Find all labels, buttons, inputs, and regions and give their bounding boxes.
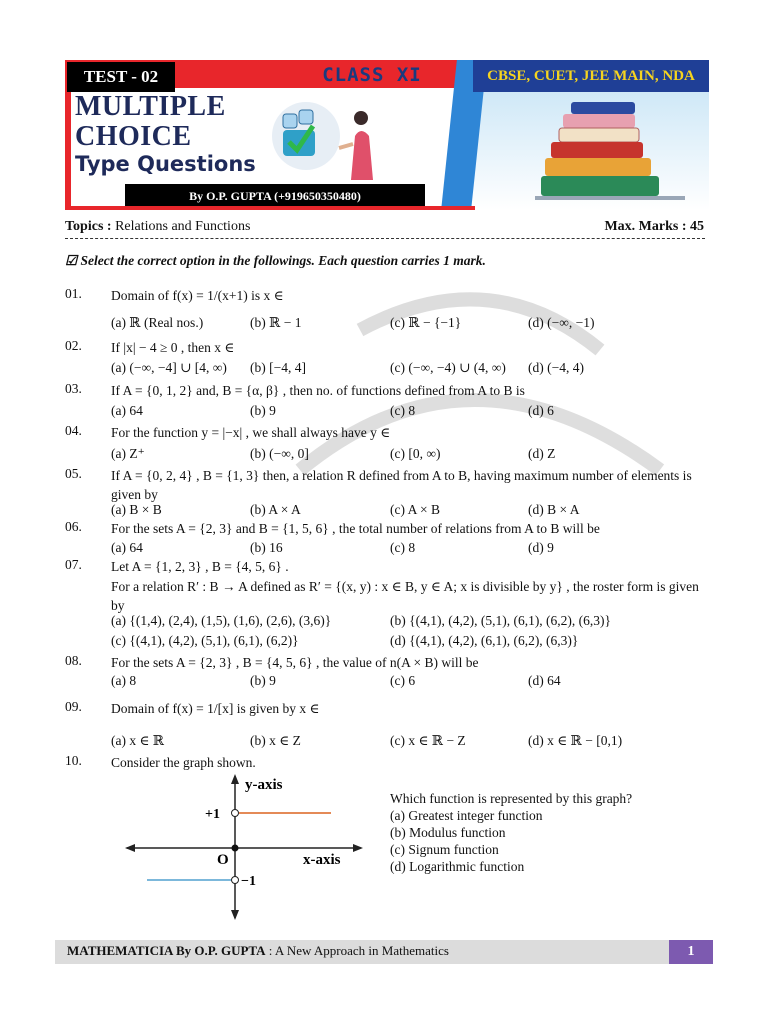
question-text: For the sets A = {2, 3} and B = {1, 5, 6} , the total number of relations from A to B will be <box>111 521 600 536</box>
option-d[interactable]: (d) Z <box>528 446 556 461</box>
option-b[interactable]: (b) [−4, 4] <box>250 360 306 375</box>
question-number: 01. <box>65 286 82 301</box>
option-d[interactable]: (d) {(4,1), (4,2), (6,1), (6,2), (6,3)} <box>390 633 579 648</box>
option-c[interactable]: (c) 6 <box>390 673 416 688</box>
signum-graph <box>125 772 365 922</box>
topics-label: Topics : <box>65 219 112 234</box>
option-b[interactable]: (b) {(4,1), (4,2), (5,1), (6,1), (6,2), (6,3)} <box>390 613 612 628</box>
question-text-2: For a relation R′ : B → A defined as R′ = {(x, y) : x ∈ B, y ∈ A; x is divisible by y} , the roster form is given by <box>111 579 699 613</box>
exams-tag: CBSE, CUET, JEE MAIN, NDA <box>487 67 695 84</box>
y-axis-arrow-down-icon <box>231 910 239 920</box>
option-d[interactable]: (d) Logarithmic function <box>390 859 525 874</box>
quiz-illustration-icon <box>261 96 391 182</box>
option-a[interactable]: (a) x ∈ ℝ <box>111 733 165 748</box>
minus-one-label: −1 <box>241 874 256 889</box>
option-d[interactable]: (d) x ∈ ℝ − [0,1) <box>528 733 623 748</box>
option-b[interactable]: (b) ℝ − 1 <box>250 315 302 330</box>
question-text: Domain of f(x) = 1/[x] is given by x ∈ <box>111 701 320 716</box>
x-axis-arrow-icon <box>353 844 363 852</box>
question-number: 09. <box>65 699 82 714</box>
max-marks: Max. Marks : 45 <box>604 219 704 234</box>
question-number: 08. <box>65 653 82 668</box>
title-line-2: CHOICE <box>75 121 192 152</box>
option-a[interactable]: (a) B × B <box>111 502 162 517</box>
question-text: Domain of f(x) = 1/(x+1) is x ∈ <box>111 288 284 303</box>
option-a[interactable]: (a) 8 <box>111 673 137 688</box>
instruction-text: ☑ Select the correct option in the followings. Each question carries 1 mark. <box>65 253 486 268</box>
closed-point-origin <box>232 845 239 852</box>
option-b[interactable]: (b) A × A <box>250 502 301 517</box>
page-number: 1 <box>669 940 713 964</box>
option-a[interactable]: (a) ℝ (Real nos.) <box>111 315 204 330</box>
books-stack-icon <box>535 90 685 208</box>
option-d[interactable]: (d) (−∞, −1) <box>528 315 595 330</box>
question-text: If |x| − 4 ≥ 0 , then x ∈ <box>111 340 235 355</box>
q10-side-block <box>390 790 632 875</box>
y-axis-arrow-icon <box>231 774 239 784</box>
open-point-lower <box>232 877 239 884</box>
question-text: Let A = {1, 2, 3} , B = {4, 5, 6} . <box>111 559 289 574</box>
option-a[interactable]: (a) 64 <box>111 540 143 555</box>
option-a[interactable]: (a) {(1,4), (2,4), (1,5), (1,6), (2,6), (3,6)} <box>111 613 332 628</box>
page-footer <box>55 940 713 964</box>
question-number: 04. <box>65 423 82 438</box>
option-d[interactable]: (d) 64 <box>528 673 561 688</box>
question-text: If A = {0, 2, 4} , B = {1, 3} then, a relation R defined from A to B, having maximum number of elements is given by <box>111 468 692 502</box>
banner-title <box>75 92 226 152</box>
option-d[interactable]: (d) 9 <box>528 540 554 555</box>
origin-label: O <box>217 852 229 868</box>
option-c[interactable]: (c) A × B <box>390 502 440 517</box>
option-a[interactable]: (a) Z⁺ <box>111 446 145 461</box>
option-d[interactable]: (d) (−4, 4) <box>528 360 584 375</box>
question-number: 02. <box>65 338 82 353</box>
title-line-1: MULTIPLE <box>75 91 226 122</box>
footer-brand: MATHEMATICIA By O.P. GUPTA <box>67 943 266 958</box>
topics-value: Relations and Functions <box>115 219 251 234</box>
dashed-divider <box>65 238 705 239</box>
y-axis-label: y-axis <box>245 777 283 793</box>
question-text: For the function y = |−x| , we shall always have y ∈ <box>111 425 391 440</box>
question-number: 05. <box>65 466 82 481</box>
x-axis-label: x-axis <box>303 852 341 868</box>
option-b[interactable]: (b) 9 <box>250 673 276 688</box>
banner-bottom-rule <box>65 206 475 210</box>
question-text: If A = {0, 1, 2} and, B = {α, β} , then no. of functions defined from A to B is <box>111 383 525 398</box>
option-a[interactable]: (a) 64 <box>111 403 143 418</box>
question-number: 07. <box>65 557 82 572</box>
header-banner <box>65 60 709 210</box>
footer-tagline: : A New Approach in Mathematics <box>265 943 449 958</box>
author-credit: By O.P. GUPTA (+919650350480) <box>125 184 425 208</box>
plus-one-label: +1 <box>205 807 220 822</box>
option-c[interactable]: (c) 8 <box>390 403 416 418</box>
option-b[interactable]: (b) 9 <box>250 403 276 418</box>
question-number: 10. <box>65 753 82 768</box>
question-number: 03. <box>65 381 82 396</box>
footer-text <box>67 943 449 959</box>
test-number-tag: TEST - 02 <box>67 62 175 92</box>
option-c[interactable]: (c) 8 <box>390 540 416 555</box>
x-axis-arrow-left-icon <box>125 844 135 852</box>
class-tag: CLASS XI <box>322 64 422 86</box>
banner-left-bar <box>65 88 71 210</box>
option-c[interactable]: (c) (−∞, −4) ∪ (4, ∞) <box>390 360 506 375</box>
option-a[interactable]: (a) (−∞, −4] ∪ [4, ∞) <box>111 360 227 375</box>
option-c[interactable]: (c) ℝ − {−1} <box>390 315 462 330</box>
option-b[interactable]: (b) x ∈ Z <box>250 733 301 748</box>
title-subtitle: Type Questions <box>75 152 256 176</box>
question-number: 06. <box>65 519 82 534</box>
option-b[interactable]: (b) (−∞, 0] <box>250 446 309 461</box>
option-c[interactable]: (c) Signum function <box>390 842 499 857</box>
option-c[interactable]: (c) x ∈ ℝ − Z <box>390 733 466 748</box>
question-text: For the sets A = {2, 3} , B = {4, 5, 6} , the value of n(A × B) will be <box>111 655 479 670</box>
option-a[interactable]: (a) Greatest integer function <box>390 808 543 823</box>
topics-line <box>65 219 250 235</box>
option-c[interactable]: (c) [0, ∞) <box>390 446 441 461</box>
option-d[interactable]: (d) B × A <box>528 502 580 517</box>
option-b[interactable]: (b) 16 <box>250 540 283 555</box>
question-text: Consider the graph shown. <box>111 755 256 770</box>
option-c[interactable]: (c) {(4,1), (4,2), (5,1), (6,1), (6,2)} <box>111 633 299 648</box>
option-b[interactable]: (b) Modulus function <box>390 825 506 840</box>
open-point-upper <box>232 810 239 817</box>
q10-question: Which function is represented by this graph? <box>390 791 633 806</box>
option-d[interactable]: (d) 6 <box>528 403 554 418</box>
